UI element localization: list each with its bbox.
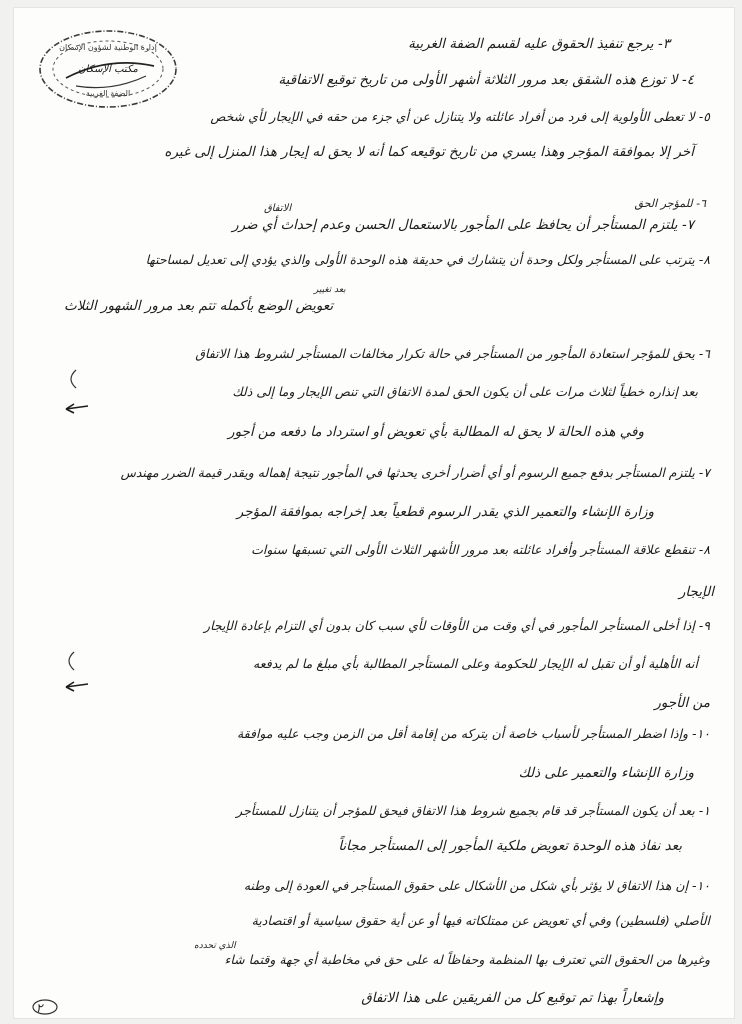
margin-bracket-mark-2 bbox=[62, 650, 76, 672]
clause-3-line: ٣- يرجع تنفيذ الحقوق عليه لقسم الضفة الغربية bbox=[408, 36, 670, 52]
clause-6b-line-2: بعد إنذاره خطياً لثلاث مرات على أن يكون الحق لمدة الاتفاق التي تنص الإيجار وما إلى ذلك bbox=[232, 384, 698, 399]
clause-12-line-2: الأصلي (فلسطين) وفي أي تعويض عن ممتلكاته فيها أو عن أية حقوق سياسية أو اقتصادية bbox=[251, 913, 710, 928]
clause-8b-line-1: ٨- تنقطع علاقة المستأجر وأفراد عائلته بعد مرور الأشهر الثلاث الأولى التي تسبقها سنوات bbox=[251, 542, 710, 557]
page-number: ٢ bbox=[36, 1001, 43, 1015]
note-above-line8: بعد تغيير bbox=[314, 285, 346, 295]
clause-8-line-2: تعويض الوضع بأكمله تتم بعد مرور الشهور الثلاث bbox=[64, 298, 334, 314]
clause-4-line: ٤- لا توزع هذه الشقق بعد مرور الثلاثة أشهر الأولى من تاريخ توقيع الاتفاقية bbox=[278, 72, 694, 88]
margin-bracket-mark bbox=[64, 368, 78, 390]
svg-text:الضفة الغربية: الضفة الغربية bbox=[85, 89, 131, 98]
clause-11-line-2: بعد نفاذ هذه الوحدة تعويض ملكية المأجور إلى المستأجر مجاناً bbox=[338, 838, 682, 854]
clause-12-line-1: ١٠- إن هذا الاتفاق لا يؤثر بأي شكل من الأشكال على حقوق المستأجر في العودة إلى وطنه bbox=[243, 878, 710, 893]
closing-line: وإشعاراً بهذا تم توقيع كل من الفريقين على هذا الاتفاق bbox=[361, 990, 664, 1006]
document-page bbox=[14, 8, 734, 1018]
clause-12-line-3: وغيرها من الحقوق التي تعترف بها المنظمة وحفاظاً له على حق في مخاطبة أي جهة وقتما شاء bbox=[224, 952, 710, 967]
stamp-seal bbox=[36, 26, 180, 112]
clause-5-line-2: آخر إلا بموافقة المؤجر وهذا يسري من تاريخ توقيعه كما أنه لا يحق له إيجار هذا المنزل إلى غيره bbox=[164, 144, 694, 160]
margin-arrow-mark-2 bbox=[64, 681, 90, 693]
svg-text:مكتب الإسكان: مكتب الإسكان bbox=[78, 64, 138, 75]
clause-9-line-3: من الأجور bbox=[654, 695, 710, 711]
margin-arrow-mark bbox=[64, 403, 90, 415]
clause-8-line-1: ٨- يترتب على المستأجر ولكل وحدة أن يتشارك في حديقة هذه الوحدة الأولى والذي يؤدي إلى تعديل لمساحتها bbox=[145, 252, 710, 267]
clause-7b-line-1: ٧- يلتزم المستأجر بدفع جميع الرسوم أو أي أضرار أخرى يحدثها في المأجور نتيجة إهماله ويقدر قيمة الضرر مهندس bbox=[120, 465, 710, 480]
clause-7b-line-2: وزارة الإنشاء والتعمير الذي يقدر الرسوم قطعياً بعد إخراجه بموافقة المؤجر bbox=[236, 504, 654, 520]
clause-5-line-1: ٥- لا تعطى الأولوية إلى فرد من أفراد عائلته ولا يتنازل عن أي جزء من حقه في الإيجار لأي شخص bbox=[210, 109, 710, 124]
clause-6b-line-3: وفي هذه الحالة لا يحق له المطالبة بأي تعويض أو استرداد ما دفعه من أجور bbox=[228, 424, 644, 440]
stamp-seal-icon bbox=[36, 26, 180, 112]
clause-9-line-1: ٩- إذا أخلى المستأجر المأجور في أي وقت من الأوقات لأي سبب كان بدون أي التزام بإعادة الإيجار bbox=[204, 618, 710, 633]
clause-8b-line-2: الإيجار bbox=[678, 584, 714, 600]
svg-text:إدارة الوطنية لشؤون الإسكان: إدارة الوطنية لشؤون الإسكان bbox=[59, 43, 157, 52]
page-number-circle-icon bbox=[30, 998, 60, 1016]
clause-9-line-2: أنه الأهلية أو أن تقبل له الإيجار للحكومة وعلى المستأجر المطالبة بأي مبلغ ما لم يدفعه bbox=[253, 656, 698, 671]
clause-10-line-2: وزارة الإنشاء والتعمير على ذلك bbox=[518, 765, 694, 781]
clause-7-line: ٧- يلتزم المستأجر أن يحافظ على المأجور بالاستعمال الحسن وعدم إحداث أي ضرر bbox=[232, 217, 694, 233]
clause-11-line-1: ١- بعد أن يكون المستأجر قد قام بجميع شروط هذا الاتفاق فيحق للمؤجر أن يتنازل للمستأجر bbox=[236, 803, 710, 818]
note-above-line10: الذي تحدده bbox=[194, 941, 236, 951]
clause-6b-line-1: ٦- يحق للمؤجر استعادة المأجور من المستأجر في حالة تكرار مخالفات المستأجر لشروط هذا الاتفاق bbox=[195, 346, 710, 361]
clause-10-line-1: ١٠- وإذا اضطر المستأجر لأسباب خاصة أن يتركه من إقامة أقل من الزمن وجب عليه موافقة bbox=[236, 726, 710, 741]
clause-6-fragment: ٦- للمؤجر الحق bbox=[634, 197, 706, 210]
section-heading-note: الاتفاق bbox=[264, 203, 292, 214]
